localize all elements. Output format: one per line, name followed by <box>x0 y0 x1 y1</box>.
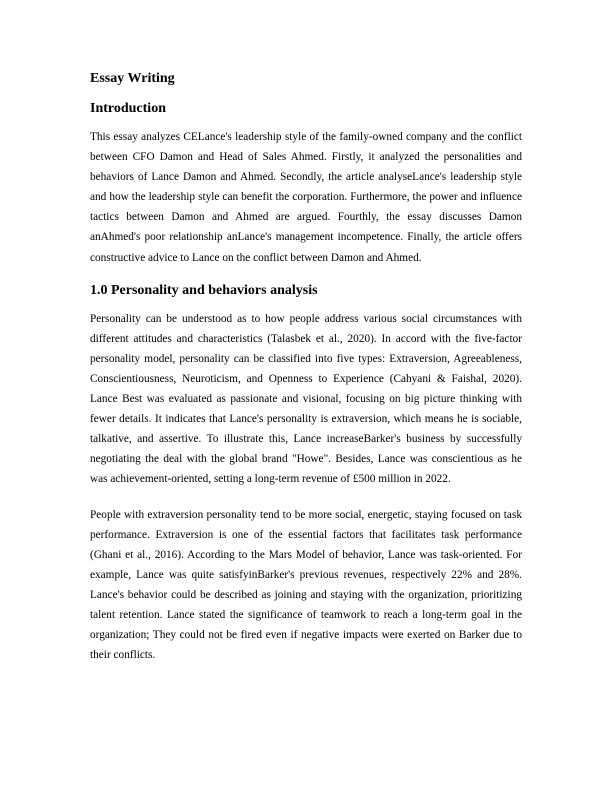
section-personality-analysis <box>90 282 522 666</box>
personality-paragraph-2: People with extraversion personality tend to be more social, energetic, staying focused on task performance. Extraversion is one of the essential factors that facilitates task performance (Ghani et al., 2016). According to the Mars Model of behavior, Lance was task-oriented. For example, Lance was quite satisfyinBarker's previous revenues, respectively 22% and 28%. Lance's behavior could be described as joining and staying with the organization, prioritizing talent retention. Lance stated the significance of teamwork to reach a long-term goal in the organization; They could not be fired even if negative impacts were exerted on Barker due to their conflicts. <box>90 508 522 662</box>
section-introduction <box>90 100 522 268</box>
personality-paragraph-1: Personality can be understood as to how people address various social circumstances with different attitudes and characteristics (Talasbek et al., 2020). In accord with the five-factor personality model, personality can be classified into five types: Extraversion, Agreeableness, Conscientiousness, Neuroticism, and Openness to Experience (Cahyani & Faishal, 2020). Lance Best was evaluated as passionate and visional, focusing on big picture thinking with fewer details. It indicates that Lance's personality is extraversion, which means he is sociable, talkative, and assertive. To illustrate this, Lance increaseBarker's business by successfully negotiating the deal with the global brand "Howe". Besides, Lance was conscientious as he was achievement-oriented, setting a long-term revenue of £500 million in 2022. <box>90 312 522 486</box>
section-heading-introduction: Introduction <box>90 101 166 116</box>
section-heading-personality-analysis: 1.0 Personality and behaviors analysis <box>90 282 318 298</box>
introduction-paragraph: This essay analyzes CELance's leadership style of the family-owned company and the conflict between CFO Damon and Head of Sales Ahmed. Firstly, it analyzed the personalities and behaviors of Lance Damon and Ahmed. Secondly, the article analyseLance's leadership style and how the leadership style can benefit the corporation. Furthermore, the power and influence tactics between Damon and Ahmed are argued. Fourthly, the essay discusses Damon anAhmed's poor relationship anLance's management incompetence. Finally, the article offers constructive advice to Lance on the conflict between Damon and Ahmed. <box>90 131 522 264</box>
document-title: Essay Writing <box>90 71 175 86</box>
document-page <box>90 70 522 665</box>
